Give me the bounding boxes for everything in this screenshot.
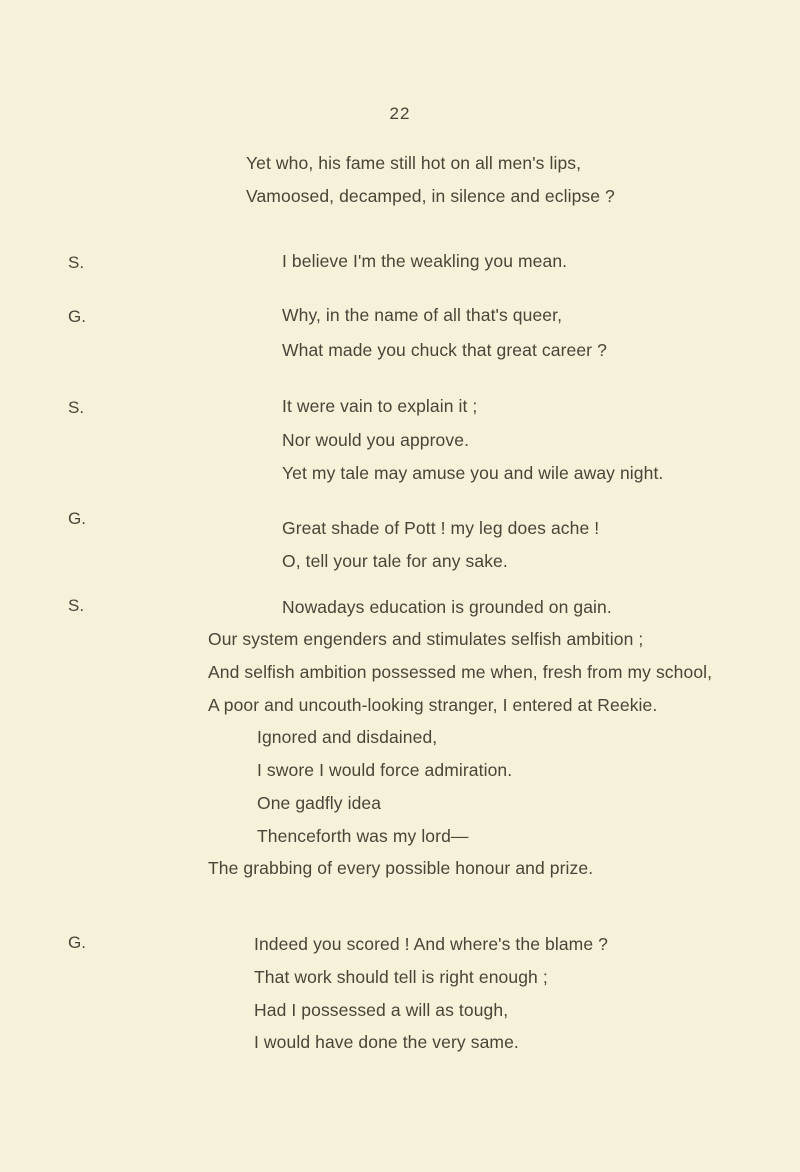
verse-line: Nor would you approve. — [282, 430, 470, 450]
verse-line: It were vain to explain it ; — [282, 396, 478, 416]
verse-line: Great shade of Pott ! my leg does ache ! — [282, 518, 600, 538]
speaker-label-s: S. — [68, 253, 85, 272]
verse-line: The grabbing of every possible honour and prize. — [208, 858, 594, 878]
verse-line: Vamoosed, decamped, in silence and eclipse ? — [246, 186, 615, 206]
verse-line: Our system engenders and stimulates selfish ambition ; — [208, 629, 644, 649]
verse-line: I would have done the very same. — [254, 1032, 519, 1052]
speaker-label-g: G. — [68, 307, 86, 326]
verse-line: Ignored and disdained, — [257, 727, 438, 747]
verse-line: O, tell your tale for any sake. — [282, 551, 508, 571]
verse-line: Nowadays education is grounded on gain. — [282, 597, 612, 617]
speaker-label-s: S. — [68, 398, 85, 417]
verse-line: What made you chuck that great career ? — [282, 340, 607, 360]
verse-line: Thenceforth was my lord— — [257, 826, 469, 846]
verse-line: Yet who, his fame still hot on all men's lips, — [246, 153, 582, 173]
verse-line: Why, in the name of all that's queer, — [282, 305, 563, 325]
speaker-label-g: G. — [68, 509, 86, 528]
verse-line: One gadfly idea — [257, 793, 382, 813]
speaker-label-g: G. — [68, 933, 86, 952]
page-number: 22 — [389, 104, 411, 123]
verse-line: And selfish ambition possessed me when, fresh from my school, — [208, 662, 713, 682]
verse-line: Yet my tale may amuse you and wile away night. — [282, 463, 664, 483]
verse-line: I swore I would force admiration. — [257, 760, 513, 780]
verse-line: A poor and uncouth-looking stranger, I entered at Reekie. — [208, 695, 658, 715]
speaker-label-s: S. — [68, 596, 85, 615]
verse-line: I believe I'm the weakling you mean. — [282, 251, 568, 271]
verse-line: That work should tell is right enough ; — [254, 967, 548, 987]
verse-line: Indeed you scored ! And where's the blame ? — [254, 934, 608, 954]
verse-line: Had I possessed a will as tough, — [254, 1000, 509, 1020]
